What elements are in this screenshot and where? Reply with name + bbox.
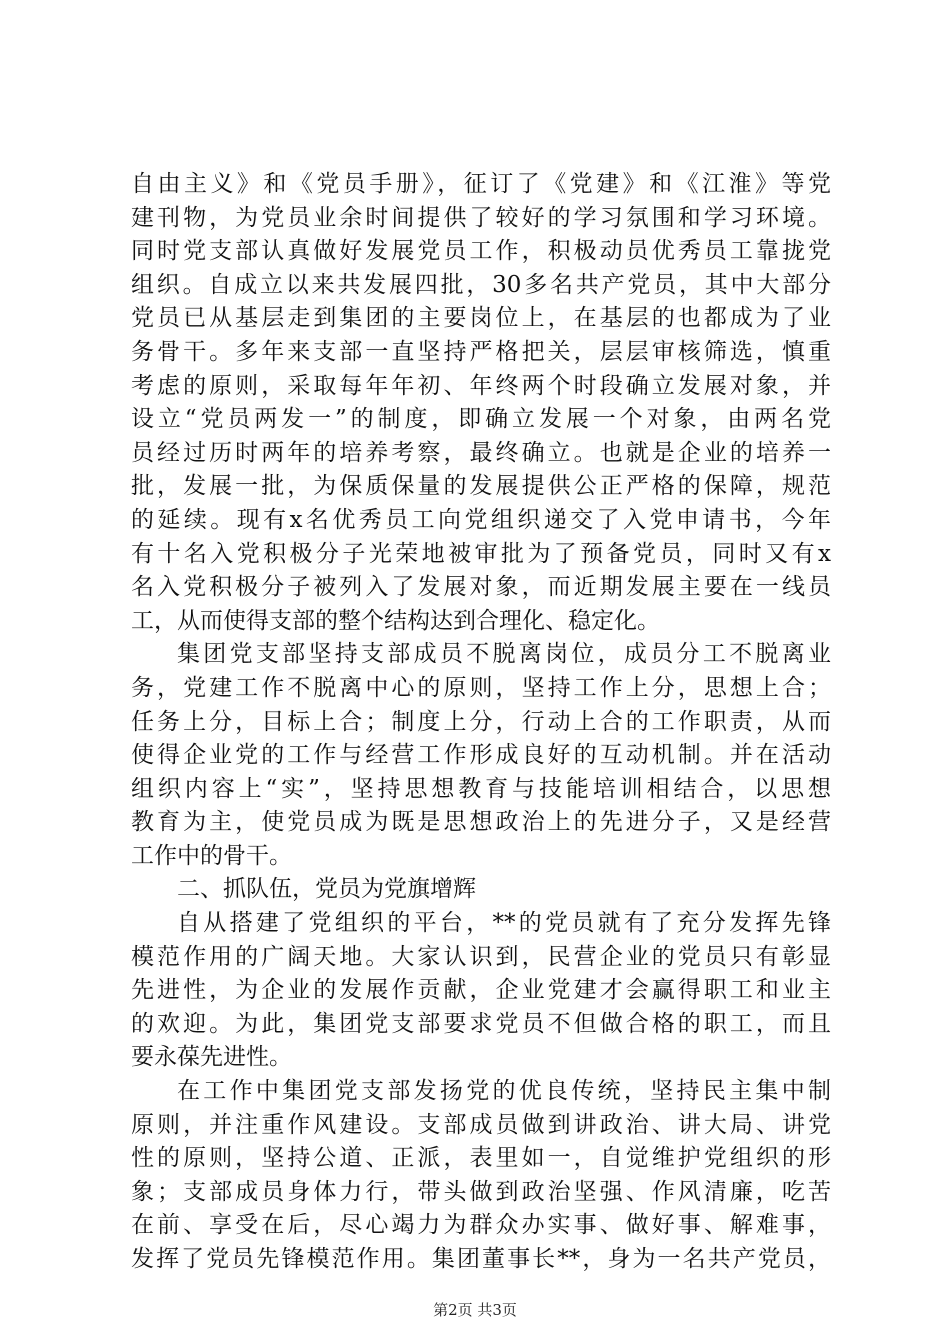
text-line: 有十名入党积极分子光荣地被审批为了预备党员，同时又有x (131, 540, 831, 567)
page-footer (0, 1300, 950, 1320)
text-line: 使得企业党的工作与经营工作形成良好的互动机制。并在活动 (131, 742, 831, 769)
text-line: 的欢迎。为此，集团党支部要求党员不但做合格的职工，而且 (131, 1010, 831, 1037)
text-line: 考虑的原则，采取每年年初、年终两个时段确立发展对象，并 (131, 372, 831, 399)
text-line: 模范作用的广阔天地。大家认识到，民营企业的党员只有彰显 (131, 943, 831, 970)
text-line: 务，党建工作不脱离中心的原则，坚持工作上分，思想上合； (131, 674, 831, 701)
text-line: 工，从而使得支部的整个结构达到合理化、稳定化。 (131, 607, 660, 634)
text-line: 在前、享受在后，尽心竭力为群众办实事、做好事、解难事， (131, 1212, 831, 1239)
text-line: 批，发展一批，为保质保量的发展提供公正严格的保障，规范 (131, 473, 831, 500)
text-line: 教育为主，使党员成为既是思想政治上的先进分子，又是经营 (131, 809, 831, 836)
page-number: 第2页 共3页 (433, 1301, 517, 1319)
text-line: 性的原则，坚持公道、正派，表里如一，自觉维护党组织的形 (131, 1145, 831, 1172)
text-line: 要永葆先进性。 (131, 1044, 292, 1071)
text-line: 任务上分，目标上合；制度上分，行动上合的工作职责，从而 (131, 708, 831, 735)
text-line: 同时党支部认真做好发展党员工作，积极动员优秀员工靠拢党 (131, 238, 831, 265)
section-heading: 二、抓队伍，党员为党旗增辉 (177, 876, 476, 903)
text-line: 组织内容上“实”，坚持思想教育与技能培训相结合，以思想 (131, 775, 831, 802)
paragraph-start-line: 在工作中集团党支部发扬党的优良传统，坚持民主集中制 (177, 1078, 831, 1105)
text-line: 设立“党员两发一”的制度，即确立发展一个对象，由两名党 (131, 406, 831, 433)
text-line: 名入党积极分子被列入了发展对象，而近期发展主要在一线员 (131, 574, 831, 601)
text-line: 原则，并注重作风建设。支部成员做到讲政治、讲大局、讲党 (131, 1111, 831, 1138)
text-line: 员经过历时两年的培养考察，最终确立。也就是企业的培养一 (131, 439, 831, 466)
text-line: 象；支部成员身体力行，带头做到政治坚强、作风清廉，吃苦 (131, 1178, 831, 1205)
paragraph-start-line: 自从搭建了党组织的平台，**的党员就有了充分发挥先锋 (177, 910, 831, 937)
text-line: 自由主义》和《党员手册》，征订了《党建》和《江淮》等党 (131, 171, 831, 197)
text-line: 先进性，为企业的发展作贡献，企业党建才会赢得职工和业主 (131, 977, 831, 1004)
document-body (131, 168, 831, 1277)
text-line: 建刊物，为党员业余时间提供了较好的学习氛围和学习环境。 (131, 204, 831, 231)
text-line: 党员已从基层走到集团的主要岗位上，在基层的也都成为了业 (131, 305, 831, 332)
paragraph-start-line: 集团党支部坚持支部成员不脱离岗位，成员分工不脱离业 (177, 641, 831, 668)
text-line: 务骨干。多年来支部一直坚持严格把关，层层审核筛选，慎重 (131, 338, 831, 365)
text-line: 发挥了党员先锋模范作用。集团董事长**，身为一名共产党员， (131, 1246, 831, 1272)
text-line: 组织。自成立以来共发展四批，30多名共产党员，其中大部分 (131, 271, 831, 298)
text-line: 工作中的骨干。 (131, 842, 292, 869)
text-line: 的延续。现有x名优秀员工向党组织递交了入党申请书，今年 (131, 506, 831, 533)
